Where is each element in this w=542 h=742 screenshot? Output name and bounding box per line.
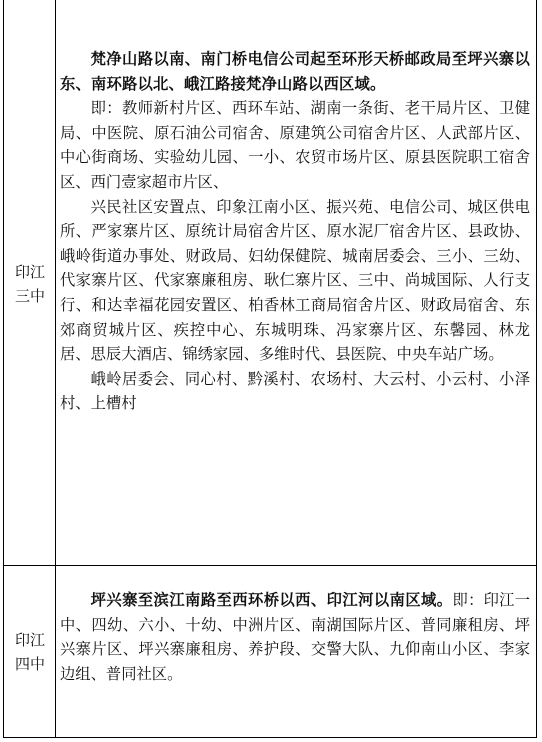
table-row (4, 0, 536, 565)
district-paragraph (60, 588, 530, 686)
school-cell (4, 566, 56, 737)
school-name: 印江 三中 (14, 263, 45, 305)
district-body: 即：印江一中、四幼、六小、十幼、中洲片区、南湖国际片区、普同廉租房、坪兴寨片区、坪兴寨廉租房、养护段、交警大队、九仰南山小区、李家边组、普同社区。 (60, 591, 530, 683)
school-name: 印江 四中 (14, 631, 45, 673)
table-row (4, 565, 536, 737)
district-paragraph: 峨岭居委会、同心村、黔溪村、农场村、大云村、小云村、小泽村、上槽村 (60, 369, 530, 413)
district-cell (60, 566, 530, 737)
district-paragraph: 即：教师新村片区、西环车站、湖南一条街、老干局片区、卫健局、中医院、原石油公司宿舍、原建筑公司宿舍片区、人武部片区、中心街商场、实验幼儿园、一小、农贸市场片区、原县医院职工宿舍区、西门壹家超市片区、 (60, 99, 530, 191)
district-cell (60, 0, 530, 565)
district-heading: 坪兴寨至滨江南路至西环桥以西、印江河以南区域。 (90, 591, 453, 609)
district-paragraph: 兴民社区安置点、印象江南小区、振兴苑、电信公司、城区供电所、严家寨片区、原统计局宿舍片区、原水泥厂宿舍片区、县政协、峨岭街道办事处、财政局、妇幼保健院、城南居委会、三小、三幼、代家寨片区、代家寨廉租房、耿仁寨片区、三中、尚城国际、人行支行、和达幸福花园安置区、柏香林工商局宿舍片区、财政局宿舍、东郊商贸城片区、疾控中心、东城明珠、冯家寨片区、东馨园、林龙居、思辰大酒店、锦绣家园、多维时代、县医院、中央车站广场。 (60, 197, 530, 364)
school-district-table (3, 0, 537, 738)
school-cell (4, 0, 56, 565)
district-heading: 梵净山路以南、南门桥电信公司起至环形天桥邮政局至坪兴寨以东、南环路以北、峨江路接梵净山路以西区域。 (60, 50, 530, 93)
